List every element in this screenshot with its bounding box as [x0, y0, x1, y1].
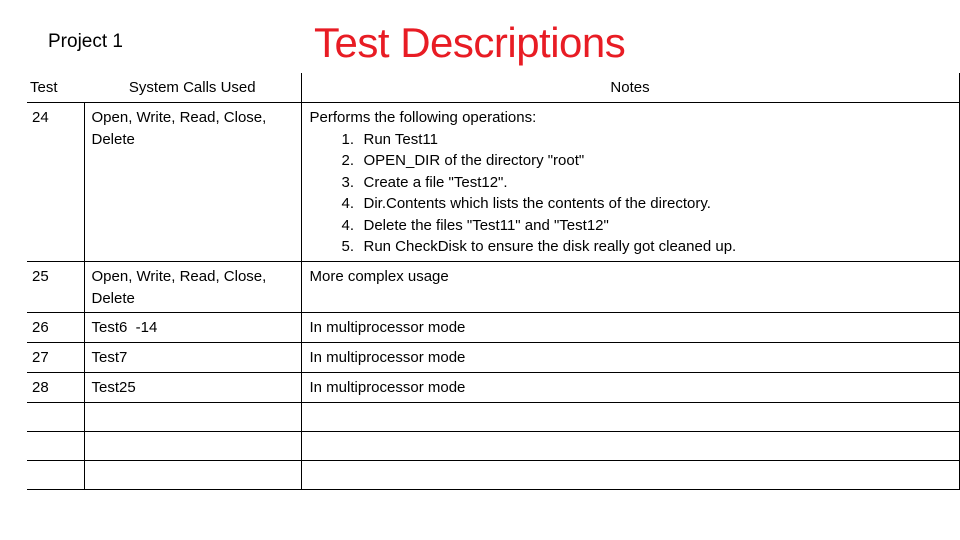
- list-item: [310, 172, 953, 194]
- list-item: [310, 215, 953, 237]
- notes-cell: In multiprocessor mode: [301, 313, 959, 343]
- list-item: [310, 193, 953, 215]
- project-label: Project 1: [48, 31, 123, 52]
- list-item: [310, 129, 953, 151]
- empty-table-row: [27, 461, 959, 490]
- list-item-number: 2.: [341, 152, 355, 169]
- empty-cell: [84, 461, 301, 490]
- notes-cell: In multiprocessor mode: [301, 373, 959, 403]
- notes-cell: [301, 103, 959, 262]
- empty-cell: [27, 432, 84, 461]
- table-row: [27, 262, 959, 313]
- list-item-text: Create a file "Test12".: [363, 173, 508, 191]
- list-item-number: 1.: [341, 130, 355, 148]
- empty-cell: [301, 403, 959, 432]
- empty-table-row: [27, 432, 959, 461]
- system-calls-cell: Test7: [84, 343, 301, 373]
- test-number-cell: 27: [27, 343, 84, 373]
- system-calls-cell: Test25: [84, 373, 301, 403]
- list-item-text: Dir.Contents which lists the contents of the directory.: [363, 195, 711, 212]
- system-calls-cell: Test6 -14: [84, 313, 301, 343]
- column-header-test: Test: [27, 73, 84, 103]
- list-item-number: 5.: [341, 238, 355, 255]
- test-number-cell: 26: [27, 313, 84, 343]
- system-calls-cell: Open, Write, Read, Close, Delete: [84, 103, 301, 262]
- table-row: [27, 343, 959, 373]
- table-row: [27, 103, 959, 262]
- table-header-row: [27, 73, 959, 103]
- operations-list: [310, 129, 953, 258]
- empty-cell: [27, 403, 84, 432]
- list-item-text: Run Test11: [363, 130, 438, 148]
- test-number-cell: 24: [27, 103, 84, 262]
- table-row: [27, 313, 959, 343]
- table-row: [27, 373, 959, 403]
- test-number-cell: 28: [27, 373, 84, 403]
- empty-cell: [84, 432, 301, 461]
- notes-intro: Performs the following operations:: [309, 109, 537, 126]
- empty-cell: [84, 403, 301, 432]
- page-title: Test Descriptions: [314, 19, 626, 66]
- notes-cell: More complex usage: [301, 262, 959, 313]
- list-item-text: Run CheckDisk to ensure the disk really got cleaned up.: [363, 238, 737, 255]
- test-number-cell: 25: [27, 262, 84, 313]
- column-header-notes: Notes: [301, 73, 959, 103]
- column-header-calls: System Calls Used: [84, 73, 301, 103]
- list-item-number: 4.: [341, 195, 355, 212]
- notes-cell: In multiprocessor mode: [301, 343, 959, 373]
- list-item: [310, 236, 953, 258]
- list-item-text: OPEN_DIR of the directory "root": [363, 152, 585, 169]
- empty-cell: [301, 461, 959, 490]
- empty-table-row: [27, 403, 959, 432]
- list-item: [310, 150, 953, 172]
- system-calls-cell: Open, Write, Read, Close, Delete: [84, 262, 301, 313]
- empty-cell: [27, 461, 84, 490]
- empty-cell: [301, 432, 959, 461]
- test-descriptions-table: [27, 73, 960, 490]
- list-item-text: Delete the files "Test11" and "Test12": [363, 216, 609, 234]
- list-item-number: 3.: [341, 173, 355, 191]
- list-item-number: 4.: [341, 216, 355, 234]
